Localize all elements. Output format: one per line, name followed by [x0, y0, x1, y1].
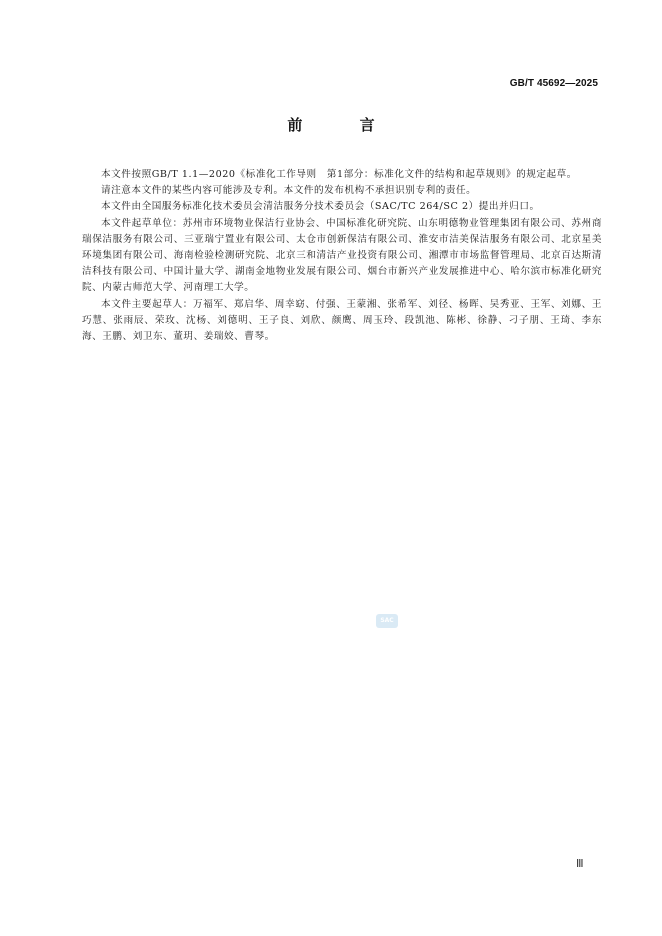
sac-watermark-logo: SAC — [376, 614, 398, 628]
page-title: 前 言 — [287, 116, 401, 134]
page-number: Ⅲ — [576, 858, 583, 870]
paragraph-drafting-rules: 本文件按照GB/T 1.1—2020《标准化工作导则 第1部分：标准化文件的结构和起草规则》的规定起草。 — [101, 169, 577, 180]
paragraph-drafting-units: 本文件起草单位：苏州市环境物业保洁行业协会、中国标准化研究院、山东明德物业管理集团有限公司、苏州商瑞保洁服务有限公司、三亚瑞宁置业有限公司、太仓市创新保洁有限公司、淮安市洁美保洁服务有限公司、北京星美环境集团有限公司、海南检验检测研究院、北京三和清洁产业投资有限公司、湘潭市市场监督管理局、北京百达斯清洁科技有限公司、中国计量大学、湖南金地物业发展有限公司、烟台市新兴产业发展推进中心、哈尔滨市标准化研究院、内蒙古师范大学、河南理工大学。 — [82, 217, 602, 294]
standard-code: GB/T 45692—2025 — [509, 78, 598, 89]
foreword-body — [82, 167, 602, 345]
paragraph-patent-notice: 请注意本文件的某些内容可能涉及专利。本文件的发布机构不承担识别专利的责任。 — [101, 185, 477, 197]
paragraph-proposer: 本文件由全国服务标准化技术委员会清洁服务分技术委员会（SAC/TC 264/SC 2）提出并归口。 — [101, 201, 540, 213]
paragraph-drafters: 本文件主要起草人：万福军、郑启华、周幸窈、付强、王蒙湘、张希军、刘径、杨晖、吴秀亚、王军、刘娜、王巧慧、张雨辰、荣玫、沈杨、刘德明、王子良、刘欣、颜鹰、周玉玲、段凯池、陈彬、徐静、刁子朋、王琦、李东海、王鹏、刘卫东、董玥、姜瑞姣、曹琴。 — [82, 298, 602, 343]
